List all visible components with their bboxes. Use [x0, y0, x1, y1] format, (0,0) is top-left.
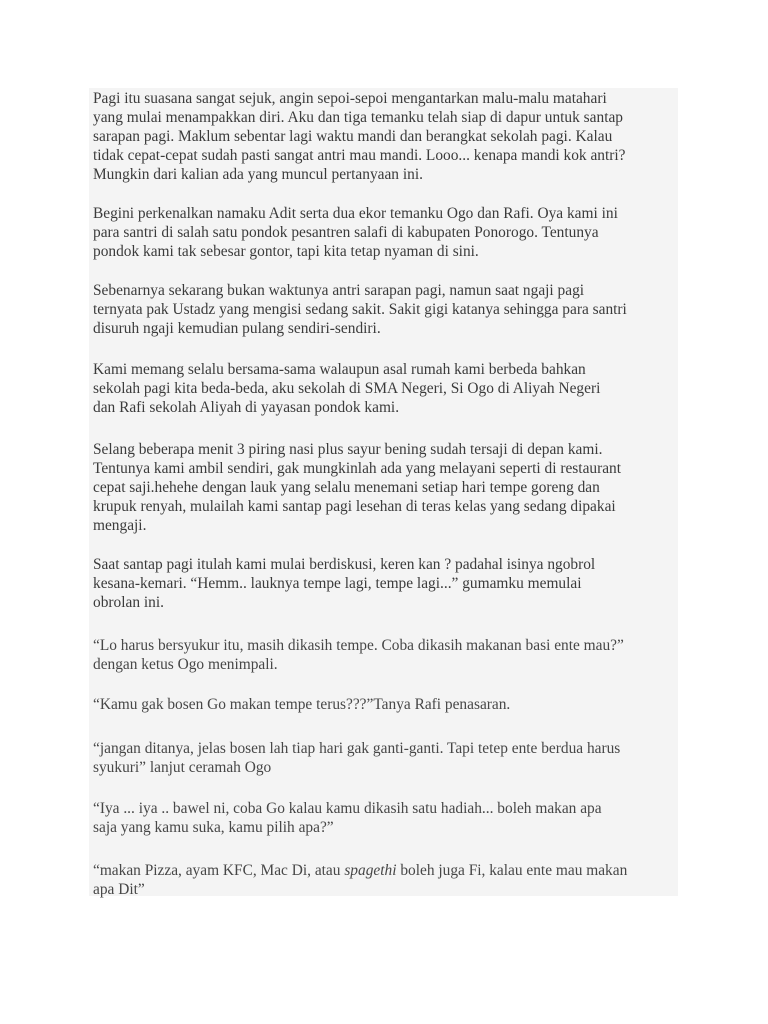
text-line: Mungkin dari kalian ada yang muncul pertanyaan ini. — [93, 166, 423, 183]
text-line: kesana-kemari. “Hemm.. lauknya tempe lagi, tempe lagi...” gumamku memulai — [93, 575, 582, 592]
paragraph-10 — [93, 799, 677, 837]
text-line: Selang beberapa menit 3 piring nasi plus sayur bening sudah tersaji di depan kami. — [93, 441, 603, 458]
text-line: “jangan ditanya, jelas bosen lah tiap hari gak ganti-ganti. Tapi tetep ente berdua harus — [93, 740, 621, 757]
text-line: Begini perkenalkan namaku Adit serta dua ekor temanku Ogo dan Rafi. Oya kami ini — [93, 205, 618, 222]
text-line: ternyata pak Ustadz yang mengisi sedang sakit. Sakit gigi katanya sehingga para santri — [93, 301, 627, 318]
text-line: Kami memang selalu bersama-sama walaupun asal rumah kami berbeda bahkan — [93, 361, 586, 378]
text-line: saja yang kamu suka, kamu pilih apa?” — [93, 819, 334, 836]
text-line: “Kamu gak bosen Go makan tempe terus???”Tanya Rafi penasaran. — [93, 696, 511, 713]
paragraph-5 — [93, 440, 677, 535]
text-line: obrolan ini. — [93, 594, 164, 611]
text-line: dengan ketus Ogo menimpali. — [93, 656, 278, 673]
text-line: mengaji. — [93, 517, 147, 534]
text-line: krupuk renyah, mulailah kami santap pagi lesehan di teras kelas yang sedang dipakai — [93, 498, 616, 515]
text-line: Pagi itu suasana sangat sejuk, angin sepoi-sepoi mengantarkan malu-malu matahari — [93, 90, 607, 107]
text-line: “Lo harus bersyukur itu, masih dikasih tempe. Coba dikasih makanan basi ente mau?” — [93, 637, 624, 654]
text-line: apa Dit” — [93, 881, 145, 898]
text-line: dan Rafi sekolah Aliyah di yayasan pondok kami. — [93, 399, 400, 416]
paragraph-3 — [93, 281, 677, 338]
paragraph-6 — [93, 555, 677, 612]
text-line: Tentunya kami ambil sendiri, gak mungkinlah ada yang melayani seperti di restaurant — [93, 460, 622, 477]
text-line: pondok kami tak sebesar gontor, tapi kita tetap nyaman di sini. — [93, 243, 479, 260]
text-line — [93, 861, 677, 880]
text-span: boleh juga Fi, kalau ente mau makan — [396, 862, 628, 879]
text-line: Saat santap pagi itulah kami mulai berdiskusi, keren kan ? padahal isinya ngobrol — [93, 556, 596, 573]
text-line: “Iya ... iya .. bawel ni, coba Go kalau kamu dikasih satu hadiah... boleh makan apa — [93, 800, 602, 817]
text-line: Sebenarnya sekarang bukan waktunya antri sarapan pagi, namun saat ngaji pagi — [93, 282, 585, 299]
text-span: “makan Pizza, ayam KFC, Mac Di, atau — [93, 862, 345, 879]
italic-word: spagethi — [344, 862, 397, 879]
paragraph-8 — [93, 695, 677, 714]
paragraph-4 — [93, 360, 677, 417]
text-line: sarapan pagi. Maklum sebentar lagi waktu mandi dan berangkat sekolah pagi. Kalau — [93, 128, 613, 145]
story-text-block — [89, 88, 678, 896]
text-line: disuruh ngaji kemudian pulang sendiri-sendiri. — [93, 320, 381, 337]
text-line: para santri di salah satu pondok pesantren salafi di kabupaten Ponorogo. Tentunya — [93, 224, 599, 241]
text-line: sekolah pagi kita beda-beda, aku sekolah di SMA Negeri, Si Ogo di Aliyah Negeri — [93, 380, 601, 397]
text-line: cepat saji.hehehe dengan lauk yang selalu menemani setiap hari tempe goreng dan — [93, 479, 600, 496]
text-line: syukuri” lanjut ceramah Ogo — [93, 759, 272, 776]
text-line: yang mulai menampakkan diri. Aku dan tiga temanku telah siap di dapur untuk santap — [93, 109, 623, 126]
paragraph-11 — [93, 861, 677, 899]
paragraph-1 — [93, 89, 677, 184]
text-line: tidak cepat-cepat sudah pasti sangat antri mau mandi. Looo... kenapa mandi kok antri? — [93, 147, 626, 164]
paragraph-7 — [93, 636, 677, 674]
paragraph-9 — [93, 739, 677, 777]
paragraph-2 — [93, 204, 677, 261]
